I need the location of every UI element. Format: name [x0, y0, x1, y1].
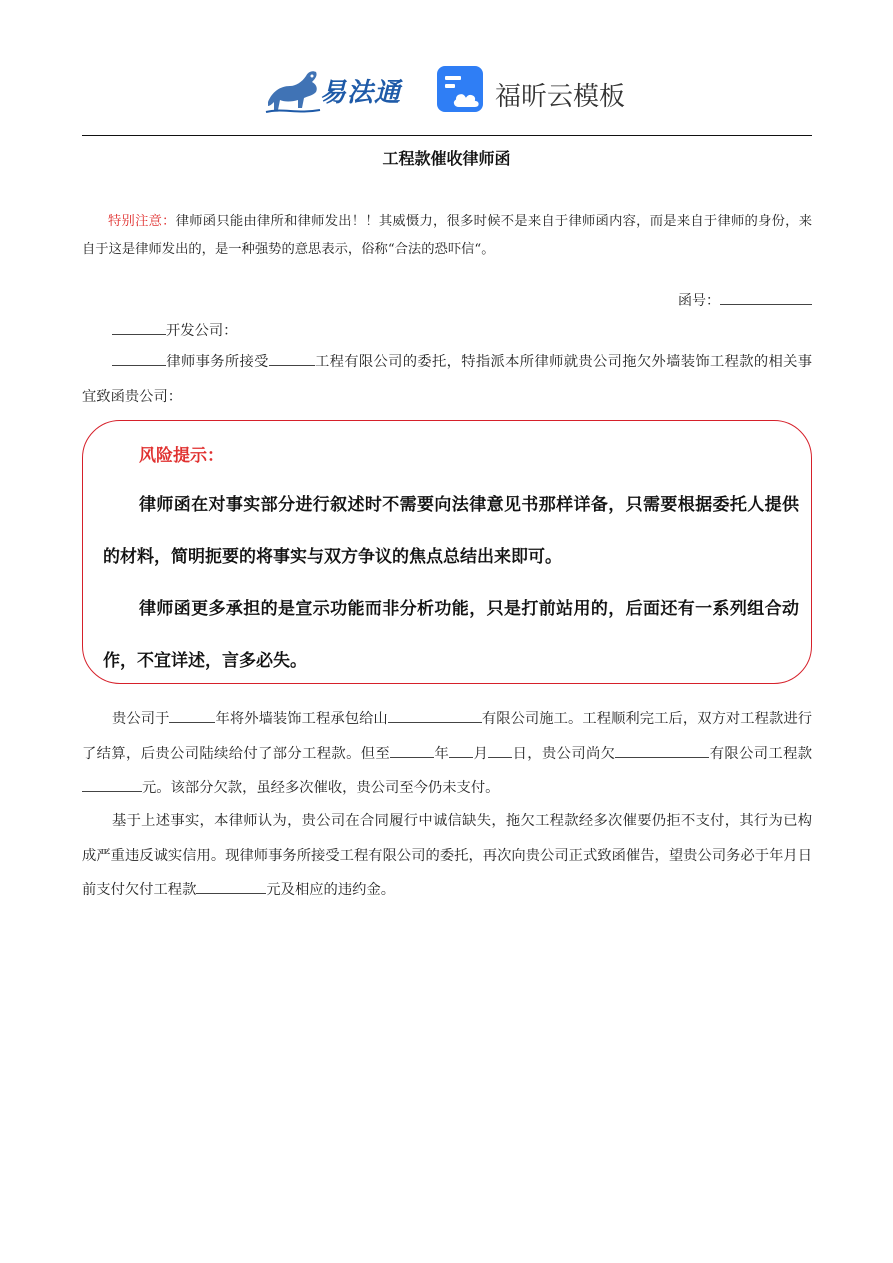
month-blank[interactable]: [449, 743, 473, 758]
creditor-blank[interactable]: [615, 743, 709, 758]
file-number-blank[interactable]: [720, 290, 812, 305]
risk-paragraph-1: 律师函在对事实部分进行叙述时不需要向法律意见书那样详备，只需要根据委托人提供的材料，简明扼要的将事实与双方争议的焦点总结出来即可。: [103, 495, 799, 567]
facts-text-g: 有限公司工程款: [709, 745, 813, 762]
amount-blank-1[interactable]: [82, 777, 142, 792]
document-title: 工程款催收律师函: [382, 149, 511, 168]
notice-text: 律师函只能由律所和律师发出！！其威慑力，很多时候不是来自于律师函内容，而是来自于律师的身份，来自于这是律师发出的，是一种强势的意思表示，俗称“合法的恐吓信“。: [82, 214, 813, 257]
yifatong-logo: [262, 62, 412, 118]
demand-paragraph: [82, 804, 812, 908]
intro-text-b: 工程有限公司的委托，特指派本所律师就贵公司拖欠外墙装饰工程款的相关事宜致函贵公司：: [82, 354, 813, 405]
law-firm-blank[interactable]: [112, 351, 166, 366]
notice-label: 特别注意：: [108, 214, 176, 229]
addressee-blank[interactable]: [112, 320, 166, 335]
header-logos: [0, 58, 893, 122]
year-blank-1[interactable]: [169, 708, 215, 723]
amount-blank-2[interactable]: [196, 879, 266, 894]
demand-text-a: 基于上述事实，本律师认为，贵公司在合同履行中诚信缺失，拖欠工程款经多次催要仍拒不支付，其行为已构成严重违反诚实信用。现律师事务所接受工程有限公司的委托，再次向贵公司正式致函催告，望贵公司务必于年月日前支付欠付工程款: [82, 813, 812, 898]
addressee-line: [82, 314, 812, 349]
facts-text-d: 年: [434, 745, 450, 762]
risk-paragraph-2: 律师函更多承担的是宣示功能而非分析功能，只是打前站用的，后面还有一系列组合动作，不宜详述，言多必失。: [103, 599, 799, 671]
contractor-blank[interactable]: [388, 708, 482, 723]
addressee-suffix: 开发公司：: [166, 323, 238, 339]
facts-text-e: 月: [473, 745, 489, 762]
client-company-blank[interactable]: [269, 351, 315, 366]
special-notice: [82, 208, 812, 264]
file-number-label: 函号：: [678, 293, 720, 309]
facts-text-b: 年将外墙装饰工程承包给山: [215, 711, 388, 727]
yifatong-logo-text: 易法通: [320, 78, 402, 108]
facts-paragraph: [82, 702, 812, 806]
day-blank[interactable]: [488, 743, 512, 758]
facts-text-f: 日，贵公司尚欠: [512, 745, 616, 762]
header-divider: [82, 135, 812, 136]
qilin-horse-icon: [262, 62, 324, 118]
file-number-line: [82, 290, 812, 310]
intro-paragraph: [82, 345, 812, 414]
intro-text-a: 律师事务所接受: [166, 354, 269, 370]
risk-warning-box: [82, 420, 812, 684]
foxit-cloud-template-logo: [435, 64, 635, 118]
year-blank-2[interactable]: [390, 743, 434, 758]
cloud-document-icon: [435, 64, 487, 116]
risk-title: 风险提示：: [139, 446, 224, 466]
facts-text-a: 贵公司于: [112, 711, 170, 727]
demand-text-b: 元及相应的违约金。: [266, 882, 396, 898]
facts-text-c: 有限公司施工。工程顺利完工后，双方对工程款进行了结算，后贵公司陆续给付了部分工程款。但至: [82, 711, 813, 762]
facts-text-h: 元。该部分欠款，虽经多次催收，贵公司至今仍未支付。: [142, 780, 500, 796]
foxit-cloud-template-text: 福昕云模板: [495, 82, 626, 112]
